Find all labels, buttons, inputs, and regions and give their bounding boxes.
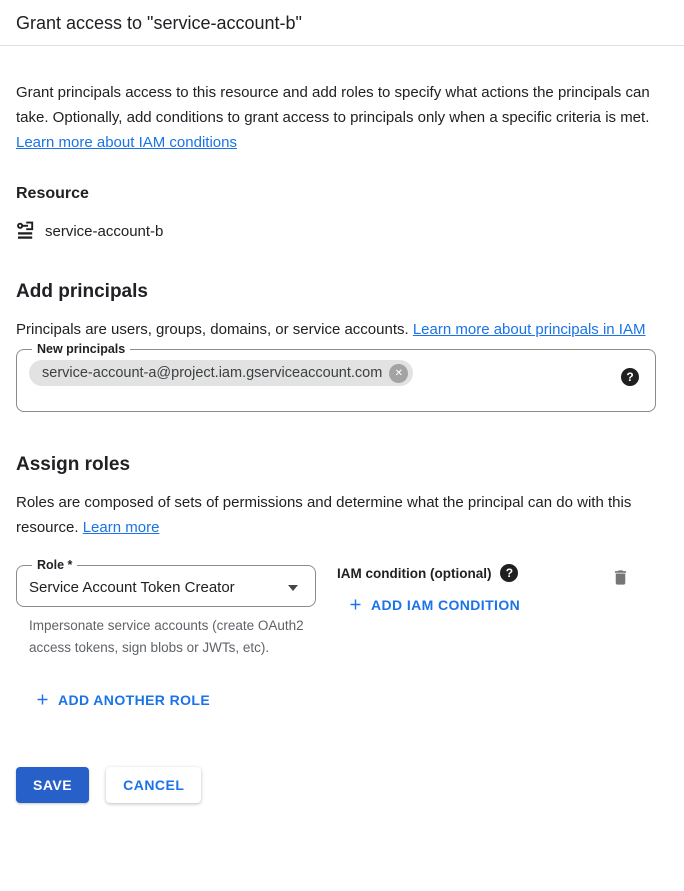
assign-roles-text: Roles are composed of sets of permissions and determine what the principal can do with this resource.	[16, 494, 632, 536]
add-principals-description	[16, 317, 664, 342]
role-label: Role *	[37, 558, 73, 572]
resource-heading: Resource	[16, 185, 89, 202]
header-divider	[0, 45, 684, 46]
plus-icon	[34, 691, 51, 708]
principal-chip-row	[29, 356, 643, 386]
condition-column	[337, 558, 520, 618]
iam-conditions-link[interactable]: Learn more about IAM conditions	[16, 134, 237, 151]
condition-help-icon[interactable]: ?	[500, 564, 518, 582]
principals-help-icon[interactable]: ?	[621, 368, 639, 386]
dropdown-arrow-icon	[288, 585, 298, 591]
new-principals-label: New principals	[37, 342, 126, 356]
intro-text: Grant principals access to this resource and add roles to specify what actions the principals can take. Optionally, add conditions to grant access to principals only when a specific criteria is met.	[16, 84, 650, 126]
trash-icon	[611, 568, 630, 587]
roles-learn-more-link[interactable]: Learn more	[82, 519, 160, 536]
role-select-inner	[29, 572, 303, 602]
condition-label: IAM condition (optional)	[337, 565, 492, 581]
role-selected-value: Service Account Token Creator	[29, 579, 235, 596]
add-another-role-label: ADD ANOTHER ROLE	[58, 691, 211, 708]
plus-icon	[347, 596, 364, 613]
new-principals-field[interactable]	[16, 342, 656, 412]
resource-row	[16, 221, 668, 241]
delete-role-button[interactable]	[611, 568, 630, 587]
add-principals-heading: Add principals	[16, 281, 148, 302]
add-iam-condition-button[interactable]	[347, 596, 520, 613]
resource-name: service-account-b	[45, 222, 164, 240]
dialog-footer	[16, 767, 668, 803]
cancel-button[interactable]: CANCEL	[106, 767, 201, 803]
add-iam-condition-label: ADD IAM CONDITION	[371, 596, 521, 613]
intro-paragraph	[16, 80, 664, 155]
save-button[interactable]: SAVE	[16, 767, 89, 803]
role-column	[16, 558, 316, 659]
add-principals-text: Principals are users, groups, domains, or service accounts.	[16, 321, 413, 338]
principal-chip-text: service-account-a@project.iam.gserviceaccount.com	[42, 365, 383, 381]
dialog-title: Grant access to "service-account-b"	[16, 13, 302, 33]
role-helper-text: Impersonate service accounts (create OAuth2 access tokens, sign blobs or JWTs, etc).	[29, 618, 304, 655]
add-another-role-button[interactable]	[34, 691, 210, 708]
dialog-header	[0, 0, 684, 45]
dialog-content	[0, 80, 684, 803]
role-select[interactable]	[16, 558, 316, 607]
condition-label-row	[337, 564, 520, 582]
principals-learn-more-link[interactable]: Learn more about principals in IAM	[412, 321, 646, 338]
role-row	[16, 558, 668, 659]
assign-roles-heading: Assign roles	[16, 454, 131, 475]
chip-remove-icon[interactable]: ✕	[389, 364, 408, 383]
assign-roles-description	[16, 490, 664, 540]
principal-chip	[29, 360, 413, 386]
trash-column	[611, 558, 668, 592]
service-account-icon	[16, 221, 36, 241]
